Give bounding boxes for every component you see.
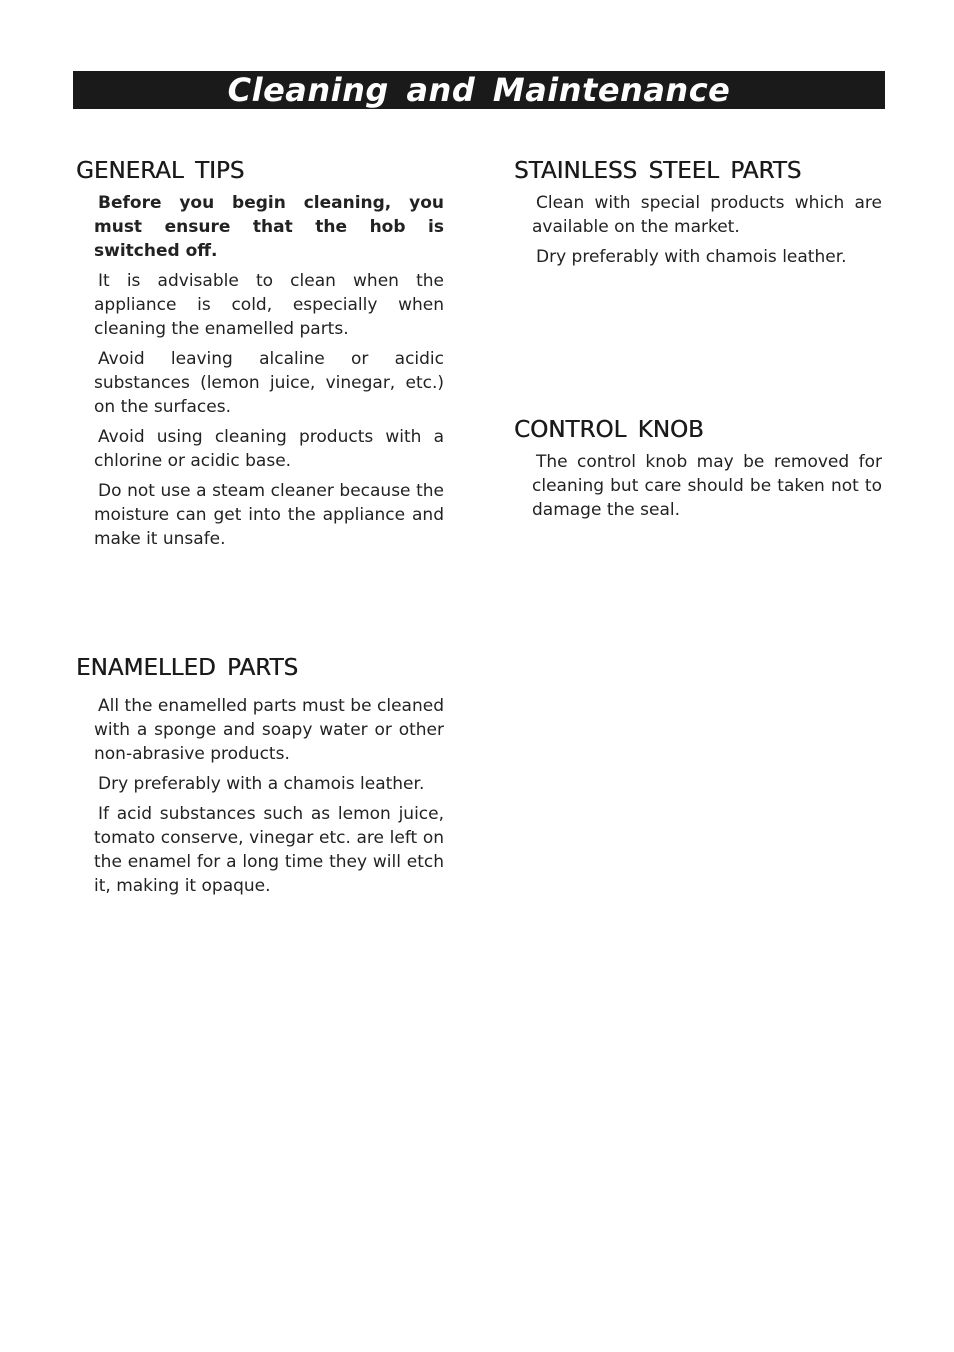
section-body-control-knob [532,450,882,522]
section-stainless-steel-parts [514,157,882,275]
paragraph: The control knob may be removed for cleaning but care should be taken not to damage the seal. [532,452,882,520]
paragraph: It is advisable to clean when the appliance is cold, especially when cleaning the enamelled parts. [94,271,444,339]
section-general-tips [76,157,444,557]
paragraph: Do not use a steam cleaner because the moisture can get into the appliance and make it unsafe. [94,481,444,549]
section-heading-general-tips: GENERAL TIPS [76,158,245,184]
section-enamelled-parts [76,654,444,904]
section-heading-stainless-steel-parts: STAINLESS STEEL PARTS [514,158,802,184]
section-body-general-tips [94,191,444,551]
paragraph: If acid substances such as lemon juice, tomato conserve, vinegar etc. are left on the enamel for a long time they will etch it, making it opaque. [94,804,444,896]
paragraph: Avoid using cleaning products with a chlorine or acidic base. [94,427,444,471]
page-title: Cleaning and Maintenance [227,71,731,109]
section-control-knob [514,416,882,528]
section-heading-control-knob: CONTROL KNOB [514,417,704,443]
paragraph: Avoid leaving alcaline or acidic substances (lemon juice, vinegar, etc.) on the surfaces. [94,349,444,417]
paragraph: Dry preferably with chamois leather. [536,247,847,267]
section-body-stainless-steel-parts [532,191,882,269]
paragraph: Clean with special products which are available on the market. [532,193,882,237]
paragraph: Dry preferably with a chamois leather. [98,774,425,794]
paragraph-warning: Before you begin cleaning, you must ensure that the hob is switched off. [94,193,444,261]
paragraph: All the enamelled parts must be cleaned with a sponge and soapy water or other non-abrasive products. [94,696,444,764]
section-body-enamelled-parts [94,694,444,898]
section-heading-enamelled-parts: ENAMELLED PARTS [76,655,299,681]
title-banner [73,71,885,109]
